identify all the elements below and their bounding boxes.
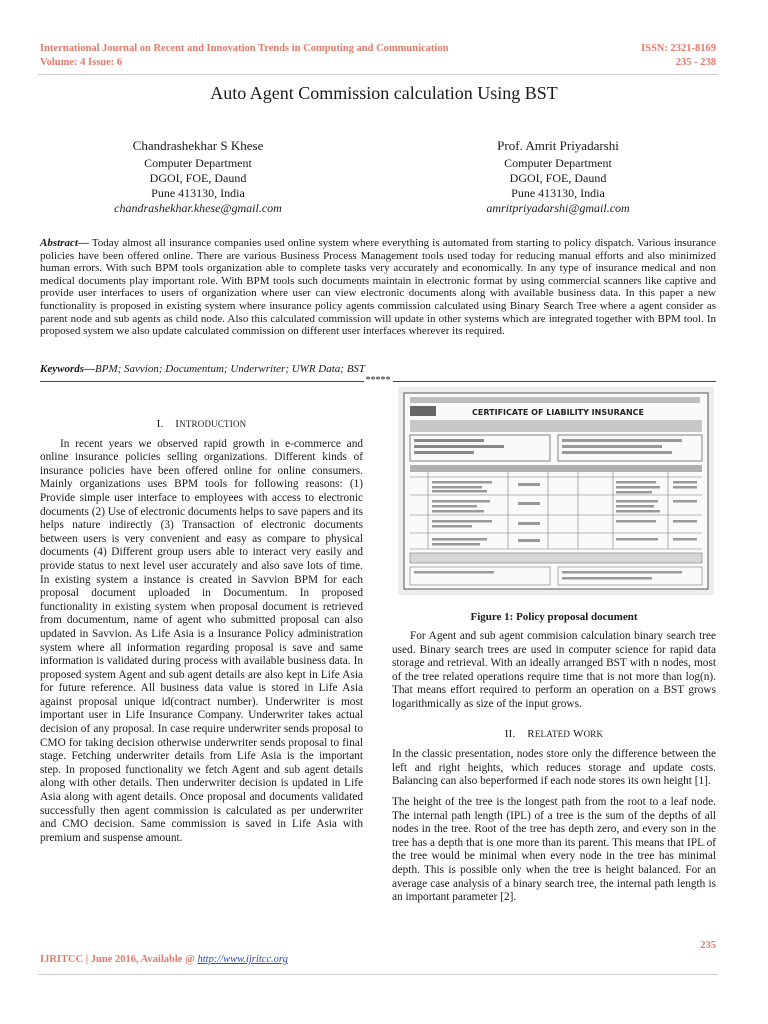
intro-heading-rest: NTRODUCTION [179, 419, 247, 429]
author-name: Prof. Amrit Priyadarshi [497, 138, 619, 153]
page-number: 235 [700, 940, 716, 951]
keywords-label: Keywords— [40, 363, 95, 375]
intro-heading [40, 418, 363, 432]
figure-caption: Figure 1: Policy proposal document [470, 611, 638, 623]
author-dept: Computer Department [144, 156, 252, 170]
author-dept: Computer Department [504, 156, 612, 170]
author-city: Pune 413130, India [511, 186, 605, 200]
intro-heading-number: I. [156, 418, 164, 430]
author-email: chandrashekhar.khese@gmail.com [114, 201, 282, 215]
related-paragraph-1: In the classic presentation, nodes store only the difference between the left and right heights, which reduces storage and update costs. Balancing can also beperformed if each node stores its own height [1]. [392, 748, 716, 788]
section-separator [40, 376, 716, 386]
author-1 [78, 138, 318, 216]
policy-document-figure [398, 387, 714, 595]
abstract-text: Today almost all insurance companies used online system where everything is automated from starting to policy dispatch. Various insurance policies have been offered online. There are various Business Process Management tools used today for reducing manual efforts and also minimized human errors. With such BPM tools organization able to complete tasks very accurately and economically. In any type of insurance medical and non medical documents play important role. With BPM tools such documents maintain in electronic format by using commercial scanners like captive and provide user interfaces to users of organization where user can view electronic documents along with available business data. In this paper a new functionality is proposed in existing system where insurance policy agents commission calculated using Binary Search Tree where a agent consider as parent node and sub agents as child node. Also this calculated commission will update in other systems which are integrated together with BPM tool. In proposed system we also update calculated commission on different user interfaces wherever its required. [40, 237, 716, 338]
author-org: DGOI, FOE, Daund [149, 171, 247, 185]
right-column [392, 630, 716, 905]
paper-title: Auto Agent Commission calculation Using BST [210, 83, 558, 103]
separator-line-right [393, 381, 717, 382]
journal-link[interactable]: http://www.ijritcc.org [197, 954, 288, 965]
footer-text: IJRITCC | June 2016, Available @ [40, 954, 198, 965]
author-2 [438, 138, 678, 216]
left-column [40, 418, 363, 845]
header-rule [38, 74, 718, 75]
related-heading-initial: R [527, 727, 535, 740]
related-paragraph-2: The height of the tree is the longest path from the root to a leaf node. The internal path length (IPL) of a tree is the sum of the depths of all nodes in the tree. Root of the tree has depth zero, and every son in the tree has a depth that is one more than its parent. This means that IPL of the tree would be minimal when every node in the tree has minimal depth. This is possible only when the tree is height balanced. For an average case analysis of a binary search tree, the internal path length is an important parameter [2]. [392, 795, 716, 904]
author-email: amritpriyadarshi@gmail.com [486, 201, 630, 215]
intro-heading-initial: I [175, 418, 180, 430]
author-name: Chandrashekhar S Khese [132, 138, 264, 153]
footer [40, 954, 288, 965]
related-heading-rest: ORK [583, 728, 604, 739]
figure-doc-title: CERTIFICATE OF LIABILITY INSURANCE [472, 408, 644, 417]
keywords [40, 363, 365, 375]
related-work-heading [392, 728, 716, 742]
keywords-text: BPM; Savvion; Documentum; Underwriter; UWR Data; BST [95, 363, 366, 375]
related-heading-number: II. [504, 727, 516, 740]
bst-paragraph: For Agent and sub agent commision calculation binary search tree used. Binary search trees are used in computer science for rapid data storage and retrieval. With an ideally arranged BST with n nodes, most of the tree related operations require time that is not more than log(n). That means effort required to perform an operation on a BST grows logarithmically as size of the input grows. [392, 630, 716, 710]
abstract [40, 237, 716, 338]
author-city: Pune 413130, India [151, 186, 245, 200]
intro-paragraph: In recent years we observed rapid growth in e-commerce and online insurance policies selling organizations. Different kinds of insurance policies have been offered online for online consumers. Mainly organizations uses BPM tools for following reasons: (1) Provide simple user interface to employees with access to electronic documents (2) Use of electronic documents helps to save papers and its helps nature indirectly (3) Transaction of electronic documents between users is very convenient and easy as compare to physical documents (4) Different group users able to interact very easily and provide status to next level user accurately and also save lots of time. In existing system a instance is created in Savvion BPM for each proposal document uploaded in Documentum. In proposed functionality in existing system when proposal document is retrieved from documentum, name of agent who submitted proposal can also updated in Savvion. As Life Asia is a Insurance Policy administration system where all information regarding proposal is save and same information is validated during process with available business data. In proposed system Agent and sub agent details are also kept in Life Asia for future reference. All business data value is stored in Life Asia against proposal unique id(contract number). Underwriter is most important user in Life Insurance Company. Underwriter takes actual decision of any proposal. In case require underwriter sends proposal to CMO for taking decision otherwise underwriter sends proposal to final stage. Fetching underwriter details from Life Asia is the important step. In proposed functionality we fetch Agent and sub agent details along with other details. Then underwriter decision is updated in Life Asia along with agent details. Once proposal and documents validated successfully then agent commission is calculated as per underwriter and CMO decision. Same commission is saved in Life Asia with premium and suspense amount. [40, 437, 363, 844]
related-heading-mid: ELATED [534, 728, 571, 739]
journal-pages: 235 - 238 [675, 57, 716, 68]
footer-rule [38, 974, 718, 975]
author-org: DGOI, FOE, Daund [509, 171, 607, 185]
policy-document-image [398, 387, 714, 595]
separator-stars: ***** [365, 375, 391, 386]
abstract-label: Abstract— [40, 237, 89, 249]
journal-volume: Volume: 4 Issue: 6 [40, 57, 123, 68]
journal-name: International Journal on Recent and Innovation Trends in Computing and Communication [40, 43, 449, 54]
related-heading-initial-2: W [573, 727, 584, 740]
separator-line-left [40, 381, 364, 382]
journal-issn: ISSN: 2321-8169 [641, 43, 716, 54]
